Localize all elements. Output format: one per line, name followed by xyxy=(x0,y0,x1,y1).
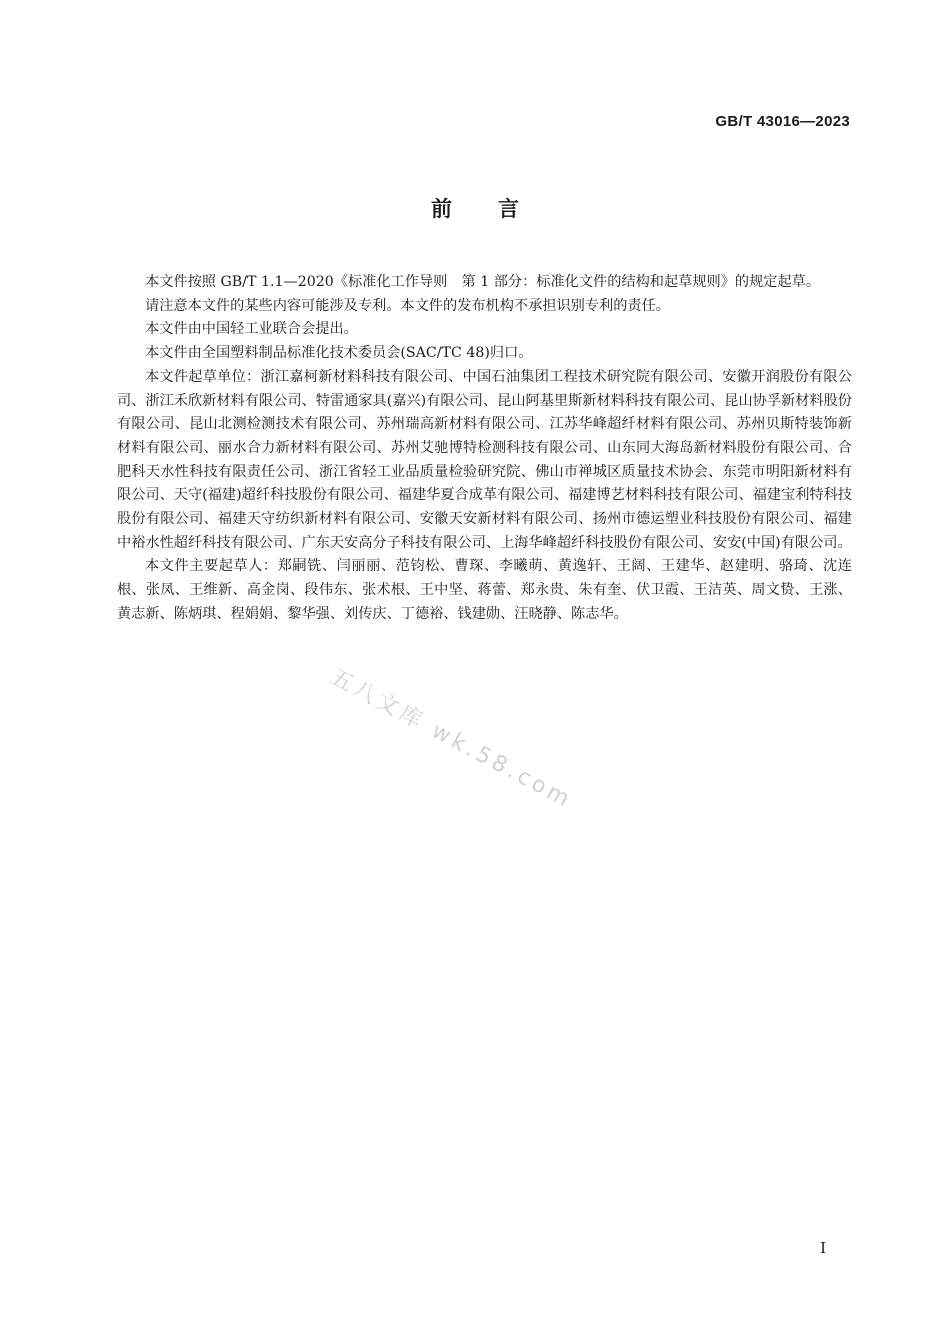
page-number: I xyxy=(820,1239,826,1257)
page-title: 前言 xyxy=(431,197,565,221)
paragraph-main-drafters: 本文件主要起草人：郑嗣铣、闫丽丽、范钧松、曹琛、李曦萌、黄逸轩、王阔、王建华、赵建明、骆琦、沈连根、张凤、王维新、高金岗、段伟东、张术根、王中坚、蒋蕾、郑永贵、朱有奎、伏卫霞、王洁英、周文贽、王涨、黄志新、陈炳琪、程娟娟、黎华强、刘传庆、丁德裕、钱建勋、汪晓静、陈志华。 xyxy=(117,558,852,622)
paragraph-administrator: 本文件由全国塑料制品标准化技术委员会(SAC/TC 48)归口。 xyxy=(145,345,533,362)
watermark: 五八文库 wk.58.com xyxy=(325,664,577,814)
standard-number: GB/T 43016—2023 xyxy=(715,113,850,130)
paragraph-drafting-rules: 本文件按照 GB/T 1.1—2020《标准化工作导则 第 1 部分：标准化文件的结构和起草规则》的规定起草。 xyxy=(145,274,821,290)
paragraph-patent-notice: 请注意本文件的某些内容可能涉及专利。本文件的发布机构不承担识别专利的责任。 xyxy=(145,297,670,314)
foreword-body xyxy=(117,271,852,627)
paragraph-drafting-organizations: 本文件起草单位：浙江嘉柯新材料科技有限公司、中国石油集团工程技术研究院有限公司、安徽开润股份有限公司、浙江禾欣新材料有限公司、特雷通家具(嘉兴)有限公司、昆山阿基里斯新材料科技有限公司、昆山协孚新材料股份有限公司、昆山北测检测技术有限公司、苏州瑞高新材料有限公司、江苏华峰超纤材料有限公司、苏州贝斯特装饰新材料有限公司、丽水合力新材料有限公司、苏州艾驰博特检测科技有限公司、山东同大海岛新材料股份有限公司、合肥科天水性科技有限责任公司、浙江省轻工业品质量检验研究院、佛山市禅城区质量技术协会、东莞市明阳新材料有限公司、天守(福建)超纤科技股份有限公司、福建华夏合成革有限公司、福建博艺材料科技有限公司、福建宝利特科技股份有限公司、福建天守纺织新材料有限公司、安徽天安新材料有限公司、扬州市德运塑业科技股份有限公司、福建中裕水性超纤科技有限公司、广东天安高分子科技有限公司、上海华峰超纤科技股份有限公司、安安(中国)有限公司。 xyxy=(117,368,852,551)
paragraph-proposer: 本文件由中国轻工业联合会提出。 xyxy=(145,321,358,338)
